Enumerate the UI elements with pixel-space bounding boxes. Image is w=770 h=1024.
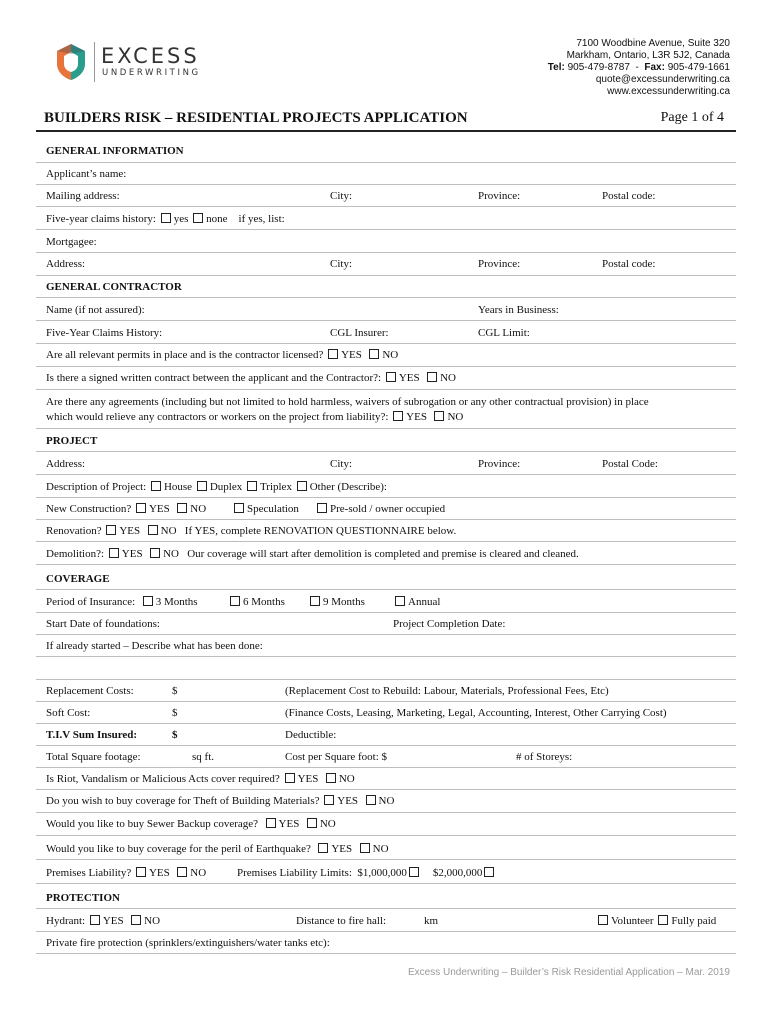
fully-paid-checkbox[interactable] [658,915,668,925]
speculation-option: Speculation [232,503,299,515]
triplex-checkbox[interactable] [247,481,257,491]
hydrant-no-checkbox[interactable] [131,915,141,925]
cost-per-sqft-label: Cost per Square foot: $ [285,751,388,763]
house-checkbox[interactable] [151,481,161,491]
postal-code-label: Postal code: [602,190,656,202]
address-line2: Markham, Ontario, L3R 5J2, Canada [566,50,730,61]
renovation-yes-checkbox[interactable] [106,525,116,535]
newcon-no-checkbox[interactable] [177,503,187,513]
demolition-yes-checkbox[interactable] [109,548,119,558]
city-label: City: [330,190,353,202]
contract-yes-checkbox[interactable] [386,372,396,382]
earthquake-yes-checkbox[interactable] [318,843,328,853]
riot-question: Is Riot, Vandalism or Malicious Acts cover required? YES NO [46,773,355,785]
permits-yes-checkbox[interactable] [328,349,338,359]
claims-none-checkbox[interactable] [193,213,203,223]
other-checkbox[interactable] [297,481,307,491]
replacement-costs-label: Replacement Costs: [46,685,134,697]
demolition-no-checkbox[interactable] [150,548,160,558]
website-link[interactable]: www.excessunderwriting.ca [607,86,730,97]
presold-checkbox[interactable] [317,503,327,513]
square-footage-label: Total Square footage: [46,751,141,763]
agreements-question-line2: which would relieve any contractors or workers on the project from liability?: YES NO [46,411,464,423]
tiv-dollar: $ [172,729,178,741]
logo-subtitle: UNDERWRITING [102,68,201,78]
volunteer-checkbox[interactable] [598,915,608,925]
logo-brand: EXCESS [101,44,200,68]
storeys-label: # of Storeys: [516,751,573,763]
page-title: BUILDERS RISK – RESIDENTIAL PROJECTS APPLICATION [44,110,468,126]
period-6-option: 6 Months [228,596,285,608]
presold-option: Pre-sold / owner occupied [315,503,445,515]
company-address [548,38,730,98]
period-6-months-checkbox[interactable] [230,596,240,606]
replacement-note: (Replacement Cost to Rebuild: Labour, Materials, Professional Fees, Etc) [285,685,609,697]
renovation-row: Renovation? YES NO If YES, complete RENOVATION QUESTIONNAIRE below. [46,525,457,537]
speculation-checkbox[interactable] [234,503,244,513]
soft-cost-label: Soft Cost: [46,707,91,719]
theft-yes-checkbox[interactable] [324,795,334,805]
private-fire-protection-label: Private fire protection (sprinklers/extinguishers/water tanks etc): [46,937,330,949]
premises-yes-checkbox[interactable] [136,867,146,877]
section-contractor-header: GENERAL CONTRACTOR [46,281,182,293]
completion-date-label: Project Completion Date: [393,618,506,630]
page-number: Page 1 of 4 [660,110,724,125]
riot-yes-checkbox[interactable] [285,773,295,783]
deductible-label: Deductible: [285,729,337,741]
mortgagee-province-label: Province: [478,258,521,270]
section-protection-header: PROTECTION [46,892,120,904]
mortgagee-postal-label: Postal code: [602,258,656,270]
permits-question: Are all relevant permits in place and is the contractor licensed? YES NO [46,349,399,361]
km-unit: km [424,915,439,927]
limit-2m-checkbox[interactable] [484,867,494,877]
claims-yes-checkbox[interactable] [161,213,171,223]
phone-fax-line: Tel: 905-479-8787 - Fax: 905-479-1661 [547,62,730,73]
sewer-yes-checkbox[interactable] [266,818,276,828]
start-date-label: Start Date of foundations: [46,618,160,630]
period-annual-option: Annual [393,596,440,608]
mortgagee-address-label: Address: [46,258,86,270]
section-general-header: GENERAL INFORMATION [46,145,184,157]
agreements-question-line1: Are there any agreements (including but not limited to hold harmless, waivers of subrogation or any other contractual provision) in place [46,396,649,408]
email-link[interactable]: quote@excessunderwriting.ca [595,74,730,85]
fire-dept-type-row: Volunteer Fully paid [596,915,716,927]
period-annual-checkbox[interactable] [395,596,405,606]
project-address-label: Address: [46,458,86,470]
premises-liability-row: Premises Liability? YES NO [46,867,207,879]
contract-question: Is there a signed written contract between the applicant and the Contractor?: YES NO [46,372,456,384]
period-9-months-checkbox[interactable] [310,596,320,606]
period-row: Period of Insurance: 3 Months [46,596,198,608]
limit-1m-checkbox[interactable] [409,867,419,877]
renovation-no-checkbox[interactable] [148,525,158,535]
address-line1: 7100 Woodbine Avenue, Suite 320 [576,38,730,49]
duplex-checkbox[interactable] [197,481,207,491]
new-construction-row: New Construction? YES NO [46,503,207,515]
section-coverage-header: COVERAGE [46,573,110,585]
mortgagee-label: Mortgagee: [46,236,97,248]
demolition-row: Demolition?: YES NO Our coverage will start after demolition is completed and premise is cleared and cleaned. [46,548,579,560]
fire-hall-distance-label: Distance to fire hall: [296,915,387,927]
replacement-dollar: $ [172,685,178,697]
province-label: Province: [478,190,521,202]
premises-no-checkbox[interactable] [177,867,187,877]
newcon-yes-checkbox[interactable] [136,503,146,513]
earthquake-question: Would you like to buy coverage for the peril of Earthquake? YES NO [46,843,389,855]
sewer-question: Would you like to buy Sewer Backup coverage? YES NO [46,818,336,830]
contract-no-checkbox[interactable] [427,372,437,382]
mailing-address-label: Mailing address: [46,190,120,202]
agreements-yes-checkbox[interactable] [393,411,403,421]
contractor-claims-label: Five-Year Claims History: [46,327,163,339]
contractor-name-label: Name (if not assured): [46,304,145,316]
hydrant-row: Hydrant: YES NO [46,915,161,927]
permits-no-checkbox[interactable] [369,349,379,359]
period-9-option: 9 Months [308,596,365,608]
company-logo [54,42,204,86]
page-footer: Excess Underwriting – Builder’s Risk Residential Application – Mar. 2019 [407,967,730,978]
applicant-name-label: Applicant’s name: [46,168,127,180]
project-postal-label: Postal Code: [602,458,658,470]
sqft-unit: sq ft. [192,751,214,763]
theft-no-checkbox[interactable] [366,795,376,805]
already-started-label: If already started – Describe what has been done: [46,640,263,652]
project-province-label: Province: [478,458,521,470]
claims-history-row: Five-year claims history: yes none if yes, list: [46,213,285,225]
cgl-insurer-label: CGL Insurer: [330,327,389,339]
premises-limits-row: Premises Liability Limits: $1,000,000 $2,000,000 [237,867,497,879]
project-description-row: Description of Project: House Duplex Triplex Other (Describe): [46,481,387,493]
logo-shield-icon [54,42,88,82]
period-3-months-checkbox[interactable] [143,596,153,606]
cgl-limit-label: CGL Limit: [478,327,530,339]
tiv-label: T.I.V Sum Insured: [46,729,138,741]
soft-cost-note: (Finance Costs, Leasing, Marketing, Legal, Accounting, Interest, Other Carrying Cost) [285,707,667,719]
years-in-business-label: Years in Business: [478,304,559,316]
theft-question: Do you wish to buy coverage for Theft of Building Materials? YES NO [46,795,395,807]
sewer-no-checkbox[interactable] [307,818,317,828]
soft-dollar: $ [172,707,178,719]
project-city-label: City: [330,458,353,470]
earthquake-no-checkbox[interactable] [360,843,370,853]
hydrant-yes-checkbox[interactable] [90,915,100,925]
riot-no-checkbox[interactable] [326,773,336,783]
agreements-no-checkbox[interactable] [434,411,444,421]
section-project-header: PROJECT [46,435,98,447]
mortgagee-city-label: City: [330,258,353,270]
